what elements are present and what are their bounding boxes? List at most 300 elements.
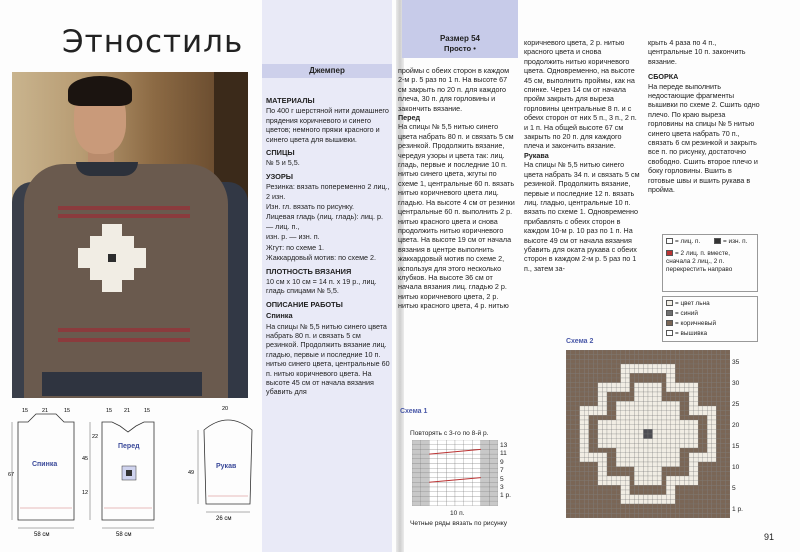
chart2-cell <box>616 462 621 467</box>
chart1-cell <box>489 501 498 506</box>
chart1-cell <box>481 468 490 473</box>
chart2-cell <box>725 509 730 514</box>
chart2-cell <box>694 355 699 360</box>
chart2-cell <box>575 457 580 462</box>
chart2-cell <box>602 350 607 355</box>
chart2-cell <box>684 499 689 504</box>
chart2-cell <box>639 350 644 355</box>
chart2-cell <box>653 420 658 425</box>
chart2-cell <box>689 476 694 481</box>
chart2-cell <box>602 476 607 481</box>
chart2-cell <box>675 495 680 500</box>
chart2-cell <box>621 406 626 411</box>
chart2-cell <box>643 485 648 490</box>
chart2-cell <box>580 373 585 378</box>
chart2-cell <box>625 350 630 355</box>
chart2-cell <box>584 359 589 364</box>
chart1-cell <box>464 440 473 445</box>
chart2-cell <box>566 429 571 434</box>
chart2-cell <box>694 509 699 514</box>
chart2-cell <box>580 378 585 383</box>
size-box <box>402 0 518 58</box>
chart1-cell <box>412 454 421 459</box>
chart2-cell <box>666 509 671 514</box>
chart2-cell <box>689 406 694 411</box>
chart2-cell <box>607 481 612 486</box>
chart2-cell <box>716 429 721 434</box>
chart2-cell <box>662 369 667 374</box>
chart2-cell <box>575 504 580 509</box>
chart2-cell <box>662 509 667 514</box>
chart2-cell <box>621 415 626 420</box>
chart2-cell <box>689 364 694 369</box>
chart1-cell <box>481 501 490 506</box>
chart1-cell <box>455 473 464 478</box>
chart2-cell <box>684 387 689 392</box>
chart2-cell <box>712 397 717 402</box>
chart2-cell <box>575 350 580 355</box>
chart2-cell <box>662 415 667 420</box>
chart2-cell <box>580 485 585 490</box>
chart2-cell <box>598 513 603 518</box>
chart1-cell <box>438 464 447 469</box>
chart2-cell <box>575 490 580 495</box>
chart2-cell <box>721 509 726 514</box>
chart2-cell <box>571 485 576 490</box>
chart2-cell <box>566 420 571 425</box>
chart1-cell <box>446 440 455 445</box>
chart2-cell <box>707 490 712 495</box>
chart2-cell <box>566 448 571 453</box>
chart2-cell <box>680 499 685 504</box>
chart2-cell <box>625 495 630 500</box>
chart1-cell <box>438 501 447 506</box>
chart2-cell <box>662 485 667 490</box>
chart2-cell <box>630 420 635 425</box>
chart2-cell <box>630 490 635 495</box>
chart2-cell <box>707 420 712 425</box>
chart2-cell <box>643 425 648 430</box>
chart2-cell <box>671 495 676 500</box>
chart2-cell <box>607 443 612 448</box>
chart2-cell <box>571 467 576 472</box>
chart2-cell <box>675 485 680 490</box>
chart2-cell <box>580 392 585 397</box>
chart2-cell <box>671 373 676 378</box>
chart2-cell <box>566 457 571 462</box>
chart1-cell <box>446 501 455 506</box>
chart2-cell <box>689 439 694 444</box>
chart2-cell <box>598 369 603 374</box>
chart2-cell <box>707 383 712 388</box>
chart2-cell <box>593 481 598 486</box>
chart2-cell <box>630 415 635 420</box>
chart2-cell <box>675 350 680 355</box>
chart2-cell <box>657 411 662 416</box>
chart2-cell <box>598 448 603 453</box>
chart1-cell <box>412 473 421 478</box>
chart2-cell <box>575 443 580 448</box>
chart2-cell <box>566 383 571 388</box>
chart2-cell <box>621 350 626 355</box>
chart2-cell <box>657 471 662 476</box>
chart2-cell <box>621 411 626 416</box>
chart2-cell <box>612 499 617 504</box>
chart1-cell <box>446 473 455 478</box>
chart2-cell <box>575 485 580 490</box>
chart2-cell <box>662 378 667 383</box>
chart2-cell <box>666 369 671 374</box>
chart2-cell <box>721 476 726 481</box>
chart1-cell <box>472 487 481 492</box>
chart2-cell <box>680 513 685 518</box>
chart2-cell <box>575 383 580 388</box>
chart2-cell <box>598 490 603 495</box>
chart2-cell <box>630 513 635 518</box>
chart1-cell <box>421 454 430 459</box>
pattern-line: Жаккардовый мотив: по схеме 2. <box>266 253 376 263</box>
chart2-cell <box>571 415 576 420</box>
chart1-cell <box>455 482 464 487</box>
chart1-cell <box>438 459 447 464</box>
chart2-cell <box>643 350 648 355</box>
chart1-cell <box>412 449 421 454</box>
chart2-cell <box>607 490 612 495</box>
chart2-cell <box>571 476 576 481</box>
chart2-cell <box>580 453 585 458</box>
chart1-cell <box>481 478 490 483</box>
chart2-cell <box>716 443 721 448</box>
chart2-cell <box>675 415 680 420</box>
chart2-cell <box>584 397 589 402</box>
chart2-cell <box>698 457 703 462</box>
legend-label: = изн. п. <box>723 238 748 245</box>
chart2-cell <box>653 434 658 439</box>
chart2-cell <box>712 490 717 495</box>
chart2-cell <box>689 401 694 406</box>
chart1-cell <box>429 496 438 501</box>
chart2-cell <box>580 415 585 420</box>
chart2-cell <box>707 513 712 518</box>
chart2-cell <box>598 406 603 411</box>
chart2-cell <box>657 355 662 360</box>
chart2-cell <box>593 378 598 383</box>
chart2-cell <box>589 485 594 490</box>
chart2-cell <box>575 509 580 514</box>
chart2-cell <box>698 448 703 453</box>
chart2-cell <box>698 462 703 467</box>
chart2-cell <box>571 504 576 509</box>
chart2-cell <box>716 439 721 444</box>
chart2-cell <box>694 499 699 504</box>
chart2-cell <box>621 471 626 476</box>
chart2-cell <box>716 411 721 416</box>
pattern-line: Резинка: вязать попеременно 2 лиц., 2 изн. <box>266 182 390 201</box>
chart2-cell <box>643 359 648 364</box>
chart2-cell <box>607 415 612 420</box>
chart2-cell <box>602 355 607 360</box>
chart2-cell <box>703 504 708 509</box>
chart2-cell <box>703 383 708 388</box>
chart2-cell <box>675 387 680 392</box>
chart2-cell <box>580 462 585 467</box>
chart2-cell <box>589 401 594 406</box>
chart2-cell <box>680 425 685 430</box>
chart2-cell <box>648 462 653 467</box>
chart2-cell <box>721 490 726 495</box>
chart2-cell <box>625 467 630 472</box>
chart2-cell <box>675 499 680 504</box>
chart2-cell <box>639 439 644 444</box>
chart2-cell <box>648 453 653 458</box>
chart2-cell <box>630 401 635 406</box>
chart2-cell <box>575 495 580 500</box>
chart2-cell <box>716 350 721 355</box>
chart2-cell <box>602 467 607 472</box>
chart2-cell <box>684 504 689 509</box>
chart1-cell <box>421 464 430 469</box>
chart1-cell <box>472 445 481 450</box>
chart1-cell <box>455 501 464 506</box>
chart2-cell <box>662 457 667 462</box>
chart2-cell <box>625 411 630 416</box>
chart2-cell <box>698 387 703 392</box>
chart2-cell <box>666 513 671 518</box>
chart2-cell <box>571 369 576 374</box>
chart1-cell <box>472 459 481 464</box>
chart2-cell <box>684 359 689 364</box>
chart2-cell <box>653 392 658 397</box>
chart2-cell <box>589 448 594 453</box>
chart2-cell <box>643 387 648 392</box>
chart2-cell <box>602 373 607 378</box>
chart2-cell <box>662 350 667 355</box>
chart2-cell <box>584 350 589 355</box>
chart2-cell <box>703 373 708 378</box>
chart2-cell <box>580 471 585 476</box>
chart2-cell <box>666 485 671 490</box>
chart2-cell <box>566 373 571 378</box>
chart2-cell <box>602 392 607 397</box>
chart2-cell <box>694 411 699 416</box>
chart2-cell <box>653 383 658 388</box>
chart2-cell <box>707 373 712 378</box>
chart2-cell <box>684 453 689 458</box>
photo-cross-motif <box>78 224 146 292</box>
photo-stripe <box>58 328 190 332</box>
chart2-cell <box>607 476 612 481</box>
legend-item <box>714 238 747 246</box>
chart2-cell <box>712 448 717 453</box>
chart2-cell <box>639 364 644 369</box>
chart2-cell <box>580 411 585 416</box>
chart1-cell <box>481 440 490 445</box>
chart2-cell <box>657 509 662 514</box>
chart1-cell <box>455 445 464 450</box>
chart2-cell <box>716 485 721 490</box>
chart2-cell <box>716 457 721 462</box>
chart2-cell <box>657 387 662 392</box>
chart2-cell <box>598 364 603 369</box>
chart1-cell <box>464 496 473 501</box>
chart2-cell <box>607 453 612 458</box>
chart2-cell <box>698 373 703 378</box>
chart2-cell <box>684 467 689 472</box>
chart2-cell <box>707 415 712 420</box>
chart2-cell <box>698 513 703 518</box>
chart1-cell <box>455 496 464 501</box>
chart2-cell <box>707 504 712 509</box>
chart2-cell <box>589 364 594 369</box>
chart2-cell <box>666 471 671 476</box>
chart2-cell <box>675 425 680 430</box>
chart2-cell <box>712 495 717 500</box>
chart2-cell <box>589 453 594 458</box>
chart1-cell <box>429 468 438 473</box>
row-label: 5 <box>500 475 504 483</box>
chart2-cell <box>648 485 653 490</box>
legend-swatch <box>666 330 673 336</box>
chart2-cell <box>712 406 717 411</box>
chart1-cell <box>429 459 438 464</box>
page-number: 91 <box>764 532 775 542</box>
chart2-cell <box>612 443 617 448</box>
chart2-cell <box>575 355 580 360</box>
chart2-cell <box>571 401 576 406</box>
row-label: 7 <box>500 467 504 475</box>
chart2-cell <box>643 504 648 509</box>
chart2-cell <box>671 369 676 374</box>
chart1-cell <box>438 492 447 497</box>
chart2-cell <box>625 364 630 369</box>
chart2-cell <box>571 425 576 430</box>
chart2-cell <box>602 462 607 467</box>
chart2-cell <box>694 359 699 364</box>
chart2-cell <box>607 397 612 402</box>
chart2-cell <box>698 439 703 444</box>
chart2-cell <box>671 350 676 355</box>
chart2-cell <box>612 495 617 500</box>
chart1-cell <box>472 473 481 478</box>
legend-swatch <box>666 300 673 306</box>
chart2-cell <box>703 448 708 453</box>
chart2-cell <box>602 443 607 448</box>
chart1-cell <box>412 440 421 445</box>
chart2-cell <box>725 387 730 392</box>
chart2-cell <box>662 462 667 467</box>
chart1-caption: Повторять с 3-го по 8-й р. <box>410 430 489 437</box>
chart2-cell <box>630 485 635 490</box>
chart2-cell <box>634 373 639 378</box>
chart2-cell <box>675 513 680 518</box>
legend-swatch <box>666 310 673 316</box>
chart2-cell <box>712 467 717 472</box>
chart1-cell <box>446 482 455 487</box>
chart2-cell <box>634 397 639 402</box>
chart2-cell <box>580 383 585 388</box>
chart2-cell <box>653 406 658 411</box>
chart2-cell <box>675 420 680 425</box>
chart2-cell <box>630 471 635 476</box>
chart2-cell <box>607 499 612 504</box>
chart2-cell <box>689 415 694 420</box>
chart2-cell <box>689 373 694 378</box>
chart2-cell <box>703 420 708 425</box>
chart2-cell <box>703 490 708 495</box>
chart2-cell <box>725 485 730 490</box>
chart2-cell <box>653 504 658 509</box>
chart2-cell <box>602 495 607 500</box>
chart2-cell <box>612 387 617 392</box>
chart1-cell <box>438 468 447 473</box>
chart2-cell <box>698 401 703 406</box>
chart2-title: Схема 2 <box>566 338 594 345</box>
chart2-cell <box>616 443 621 448</box>
chart2-cell <box>680 509 685 514</box>
chart1-cell <box>421 459 430 464</box>
chart2-cell <box>639 453 644 458</box>
chart2-cell <box>671 448 676 453</box>
chart2-cell <box>643 429 648 434</box>
chart1-cell <box>489 487 498 492</box>
chart2-cell <box>607 448 612 453</box>
chart2-cell <box>630 397 635 402</box>
chart2-cell <box>725 355 730 360</box>
chart2-cell <box>621 476 626 481</box>
chart1-cell <box>455 487 464 492</box>
chart2-cell <box>671 509 676 514</box>
chart2-cell <box>621 383 626 388</box>
chart2-cell <box>721 420 726 425</box>
chart2-cell <box>716 425 721 430</box>
chart2-cell <box>662 364 667 369</box>
chart2-cell <box>575 415 580 420</box>
chart2-cell <box>607 467 612 472</box>
chart2-cell <box>684 392 689 397</box>
legend-swatch <box>666 238 673 244</box>
chart2-cell <box>598 373 603 378</box>
chart2-cell <box>666 420 671 425</box>
chart2-cell <box>584 425 589 430</box>
chart2-cell <box>707 364 712 369</box>
chart2-cell <box>662 434 667 439</box>
chart2-cell <box>571 429 576 434</box>
chart2-cell <box>671 490 676 495</box>
chart1-cell <box>489 496 498 501</box>
chart2-cell <box>694 476 699 481</box>
chart2-cell <box>584 387 589 392</box>
chart2-cell <box>612 420 617 425</box>
chart2-cell <box>639 448 644 453</box>
chart2-cell <box>721 383 726 388</box>
chart2-cell <box>643 401 648 406</box>
chart2-cell <box>689 485 694 490</box>
chart2-cell <box>671 359 676 364</box>
chart2-cell <box>698 350 703 355</box>
chart2-cell <box>566 495 571 500</box>
chart2-cell <box>671 471 676 476</box>
chart2-cell <box>657 448 662 453</box>
chart2-cell <box>575 378 580 383</box>
chart2-cell <box>575 373 580 378</box>
chart1-cell <box>429 454 438 459</box>
chart2-cell <box>671 415 676 420</box>
chart2-cell <box>580 499 585 504</box>
chart2-cell <box>634 387 639 392</box>
chart2-cell <box>666 378 671 383</box>
chart2-cell <box>634 476 639 481</box>
chart2-cell <box>571 453 576 458</box>
